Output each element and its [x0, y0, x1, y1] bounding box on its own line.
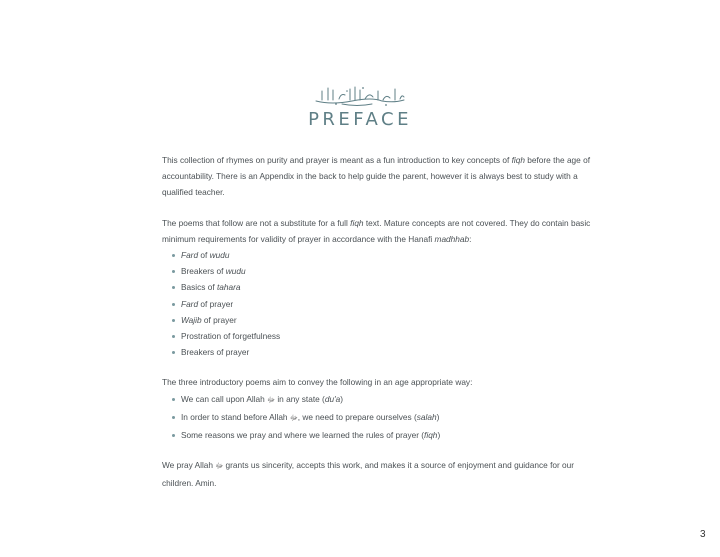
poems-paragraph [162, 215, 592, 247]
term-salah: salah [416, 411, 437, 422]
intro-paragraph [162, 152, 592, 201]
poems-text-end: : [469, 233, 472, 244]
intro-poems-paragraph: The three introductory poems aim to convey the following in an age appropriate way: [162, 377, 473, 388]
honorific-glyph: ﷻ [267, 396, 276, 404]
list-item: Some reasons we pray and where we learned the rules of prayer (fiqh) [172, 427, 592, 443]
list-item: In order to stand before Allah ﷻ, we need to prepare ourselves (salah) [172, 409, 592, 427]
closing-paragraph: We pray Allah ﷻ grants us sincerity, accepts this work, and makes it a source of enjoyment and guidance for our children. Amin. [162, 460, 575, 489]
list-item: Wajib of prayer [172, 312, 592, 328]
poems-text: The poems that follow are not a substitute for a full [162, 217, 351, 228]
term-madhhab: madhhab [434, 233, 470, 244]
intro-poems-list [162, 391, 592, 444]
basmala-calligraphy-icon [312, 85, 408, 107]
list-item: Breakers of prayer [172, 344, 592, 360]
preface-body [162, 152, 592, 492]
honorific-glyph: ﷻ [289, 414, 298, 422]
list-item: Fard of prayer [172, 296, 592, 312]
poems-text-continued: text. Mature concepts are not covered. They do contain basic minimum requirements for validity of prayer in accordance with the Hanafi [162, 217, 591, 244]
page-title: PREFACE [308, 109, 412, 130]
intro-text: This collection of rhymes on purity and prayer is meant as a fun introduction to key concepts of [162, 155, 512, 165]
list-item: Breakers of wudu [172, 263, 592, 279]
term-fiqh: fiqh [511, 155, 525, 165]
term-fiqh: fiqh [350, 217, 364, 228]
list-item: Basics of tahara [172, 279, 592, 295]
list-item: Prostration of forgetfulness [172, 328, 592, 344]
list-item: Fard of wudu [172, 247, 592, 263]
intro-text-continued: before the age of accountability. There is an Appendix in the back to help guide the parent, however it is always best to study with a qualified teacher. [162, 155, 591, 198]
honorific-glyph: ﷻ [215, 463, 224, 471]
term-dua: du'a [324, 393, 341, 404]
list-item: We can call upon Allah ﷻ in any state (du'a) [172, 391, 592, 409]
term-fiqh: fiqh [424, 430, 438, 441]
poems-topic-list [162, 247, 592, 360]
page-number: 3 [700, 529, 706, 540]
page-header [0, 85, 720, 130]
